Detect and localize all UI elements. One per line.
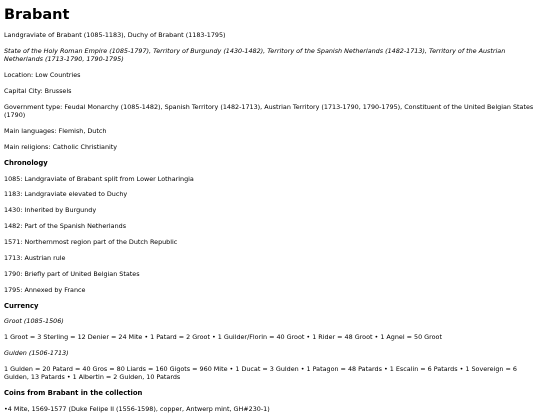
chronology-item: 1430: Inherited by Burgundy — [4, 206, 97, 215]
chronology-item: 1085: Landgraviate of Brabant split from Lower Lotharingia — [4, 174, 194, 183]
coins-heading: Coins from Brabant in the collection — [4, 389, 143, 398]
government: Government type: Feudal Monarchy (1085-1482), Spanish Territory (1482-1713), Austrian Territory (1713-1790, 1790-1795), Constituent of the United Belgian States (1790) — [4, 102, 534, 120]
languages: Main languages: Flemish, Dutch — [4, 127, 107, 136]
religions: Main religions: Catholic Christianity — [4, 142, 118, 151]
gulden-text: 1 Gulden = 20 Patard = 40 Gros = 80 Liards = 160 Gigots = 960 Mite • 1 Ducat = 3 Gulden • 1 Patagon = 48 Patards • 1 Escalin = 6 Patards • 1 Sovereign = 6 Gulden, 13 Patards • 1 Albertin = 2 Gulden, 10 Patards — [4, 365, 517, 382]
groot-heading: Groot (1085-1506) — [4, 317, 64, 326]
currency-heading: Currency — [4, 301, 39, 310]
subtitle: Landgraviate of Brabant (1085-1183), Duchy of Brabant (1183-1795) — [4, 31, 226, 39]
gulden-heading: Gulden (1506-1713) — [4, 349, 69, 358]
location: Location: Low Countries — [4, 71, 81, 80]
chronology-item: 1790: Briefly part of United Belgian States — [4, 269, 140, 278]
page-title: Brabant — [4, 7, 70, 23]
chronology-item: 1713: Austrian rule — [4, 253, 66, 262]
coin-item: •4 Mite, 1569-1577 (Duke Felipe II (1556-1598), copper, Antwerp mint, GH#230-1) — [4, 404, 270, 413]
chronology-heading: Chronology — [4, 158, 48, 167]
groot-text: 1 Groot = 3 Sterling = 12 Denier = 24 Mite • 1 Patard = 2 Groot • 1 Guilder/Florin = 40 Groot • 1 Rider = 48 Groot • 1 Agnel = 50 Groot — [4, 333, 442, 342]
affiliations: State of the Holy Roman Empire (1085-1797), Territory of Burgundy (1430-1482), Territory of the Spanish Netherlands (1482-1713), Territory of the Austrian Netherlands (1713-1790, 1790-1795) — [4, 46, 506, 64]
chronology-item: 1795: Annexed by France — [4, 285, 86, 294]
chronology-item: 1183: Landgraviate elevated to Duchy — [4, 190, 128, 199]
capital: Capital City: Brussels — [4, 86, 72, 95]
chronology-item: 1571: Northernmost region part of the Dutch Republic — [4, 238, 178, 247]
chronology-item: 1482: Part of the Spanish Netherlands — [4, 222, 127, 231]
